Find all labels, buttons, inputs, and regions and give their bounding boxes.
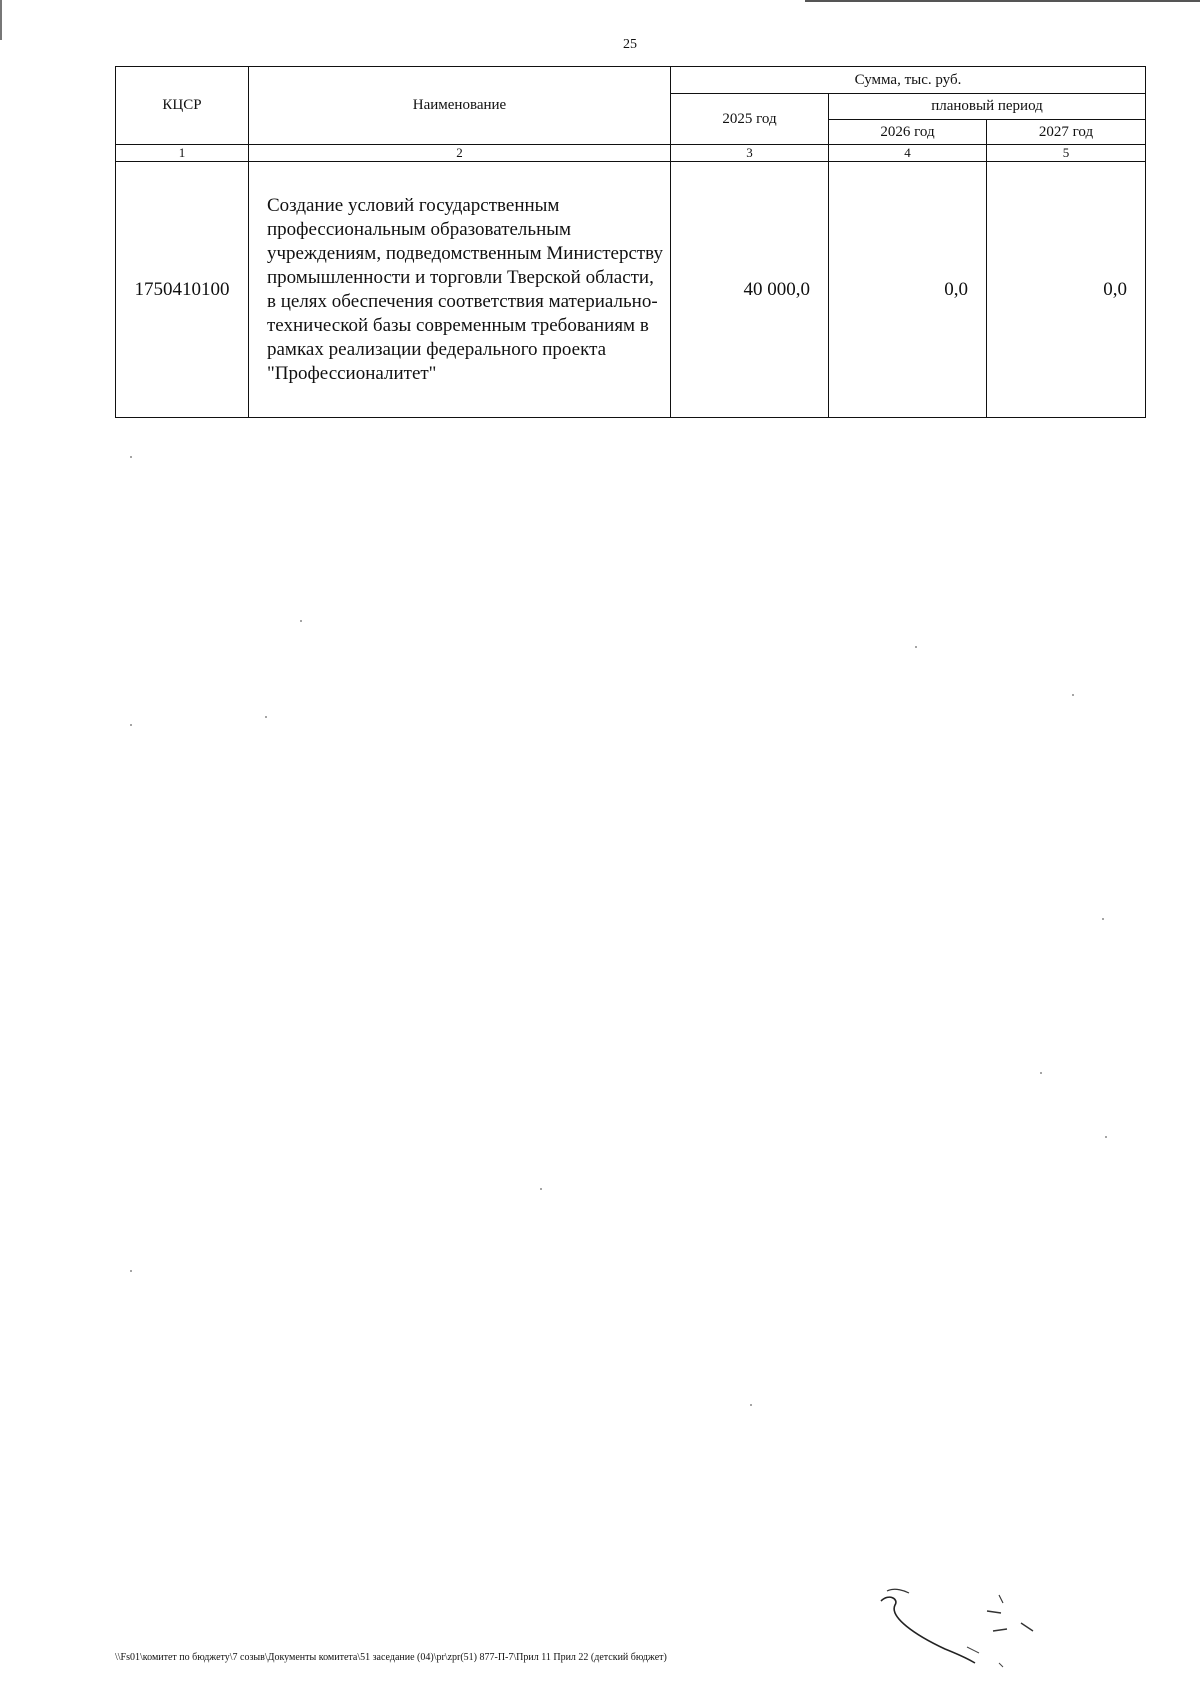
scan-speck [1105, 1136, 1107, 1138]
header-name: Наименование [249, 67, 671, 145]
column-number: 3 [671, 145, 829, 162]
header-code: КЦСР [116, 67, 249, 145]
column-number: 4 [829, 145, 987, 162]
header-year-2025: 2025 год [671, 94, 829, 145]
column-number-row [116, 145, 1146, 162]
header-planned-period: плановый период [829, 94, 1146, 120]
scan-speck [1102, 918, 1104, 920]
header-year-2027: 2027 год [987, 120, 1146, 145]
row-code: 1750410100 [116, 162, 249, 418]
scan-speck [1072, 694, 1074, 696]
left-edge-mark [0, 0, 2, 40]
top-edge-rule [805, 0, 1200, 2]
budget-table [115, 66, 1146, 418]
row-value-2025: 40 000,0 [671, 162, 829, 418]
scan-speck [915, 646, 917, 648]
table-row [116, 162, 1146, 418]
scan-speck [130, 724, 132, 726]
scan-speck [1040, 1072, 1042, 1074]
header-sum-group: Сумма, тыс. руб. [671, 67, 1146, 94]
scan-speck [300, 620, 302, 622]
scan-speck [130, 1270, 132, 1272]
row-value-2027: 0,0 [987, 162, 1146, 418]
scan-speck [130, 456, 132, 458]
scan-speck [265, 716, 267, 718]
scan-speck [750, 1404, 752, 1406]
column-number: 1 [116, 145, 249, 162]
row-value-2026: 0,0 [829, 162, 987, 418]
header-year-2026: 2026 год [829, 120, 987, 145]
row-name: Создание условий государственным профессиональным образовательным учреждениям, подведомственным Министерству промышленности и торговли Тверской области, в целях обеспечения соответствия материально-технической базы современным требованиям в рамках реализации федерального проекта "Профессионалитет" [249, 162, 671, 418]
footer-file-path: \\Fs01\комитет по бюджету\7 созыв\Документы комитета\51 заседание (04)\pr\zpr(51) 877-П-7\Прил 11 Прил 22 (детский бюджет) [115, 1652, 667, 1663]
page-number: 25 [623, 37, 637, 52]
handwritten-signature-icon [875, 1583, 1055, 1673]
scan-speck [540, 1188, 542, 1190]
column-number: 5 [987, 145, 1146, 162]
column-number: 2 [249, 145, 671, 162]
